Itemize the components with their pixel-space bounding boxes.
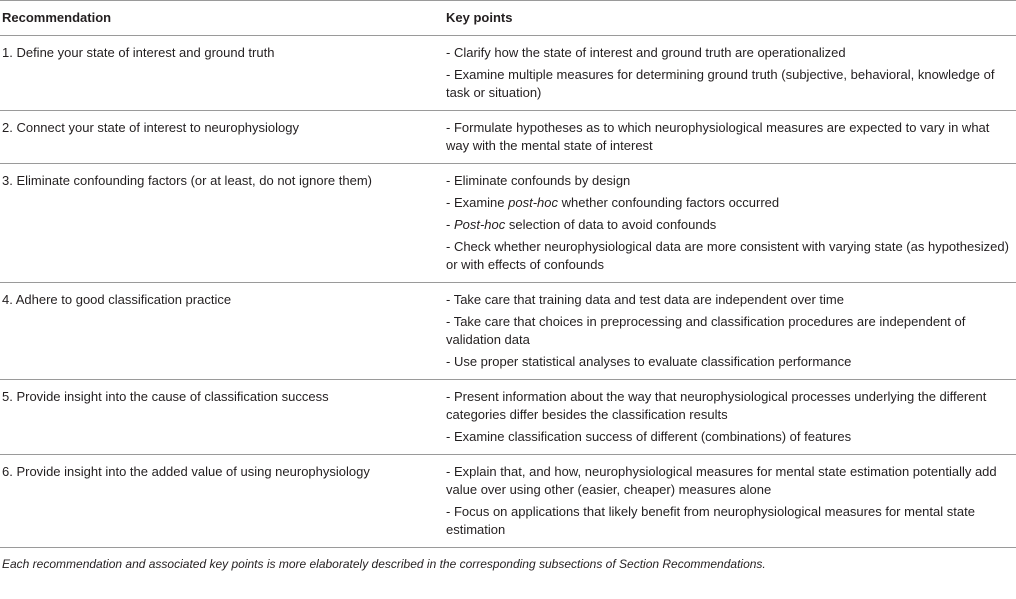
key-points-cell: [446, 380, 1016, 455]
table-row: [0, 36, 1016, 111]
key-points-cell: [446, 36, 1016, 111]
key-point: - Check whether neurophysiological data are more consistent with varying state (as hypothesized) or with effects of confounds: [446, 239, 1009, 272]
recommendation-cell: 5. Provide insight into the cause of classification success: [2, 389, 329, 404]
table-row: [0, 455, 1016, 548]
table-footnote: Each recommendation and associated key points is more elaborately described in the corresponding subsections of Section Recommendations.: [2, 557, 766, 571]
recommendation-cell: 4. Adhere to good classification practice: [2, 292, 232, 307]
key-point: - Eliminate confounds by design: [446, 173, 631, 188]
recommendation-cell: 6. Provide insight into the added value of using neurophysiology: [2, 464, 370, 479]
key-point: - Present information about the way that neurophysiological processes underlying the different categories differ besides the classification results: [446, 389, 987, 422]
key-points-cell: [446, 455, 1016, 548]
key-points-cell: [446, 111, 1016, 164]
key-point: - Examine classification success of different (combinations) of features: [446, 429, 852, 444]
recommendation-cell: 3. Eliminate confounding factors (or at least, do not ignore them): [2, 173, 372, 188]
key-points-cell: [446, 164, 1016, 283]
key-point: - Post-hoc selection of data to avoid confounds: [446, 217, 717, 232]
header-key-points: Key points: [446, 10, 513, 25]
key-points-cell: [446, 283, 1016, 380]
recommendation-cell: 1. Define your state of interest and ground truth: [2, 45, 275, 60]
header-recommendation: Recommendation: [2, 10, 112, 25]
table-header-row: [0, 1, 1016, 36]
key-point: - Explain that, and how, neurophysiological measures for mental state estimation potentially add value over using other (easier, cheaper) measures alone: [446, 464, 997, 497]
key-point: - Examine post-hoc whether confounding factors occurred: [446, 195, 780, 210]
key-point: - Clarify how the state of interest and ground truth are operationalized: [446, 45, 846, 60]
table-row: [0, 380, 1016, 455]
table-row: [0, 164, 1016, 283]
key-point: - Focus on applications that likely benefit from neurophysiological measures for mental state estimation: [446, 504, 975, 537]
key-point: - Take care that choices in preprocessing and classification procedures are independent of validation data: [446, 314, 966, 347]
table-row: [0, 283, 1016, 380]
recommendation-cell: 2. Connect your state of interest to neurophysiology: [2, 120, 300, 135]
key-point: - Take care that training data and test data are independent over time: [446, 292, 844, 307]
key-point: - Formulate hypotheses as to which neurophysiological measures are expected to vary in what way with the mental state of interest: [446, 120, 990, 153]
key-point: - Examine multiple measures for determining ground truth (subjective, behavioral, knowledge of task or situation): [446, 67, 995, 100]
table-row: [0, 111, 1016, 164]
key-point: - Use proper statistical analyses to evaluate classification performance: [446, 354, 852, 369]
